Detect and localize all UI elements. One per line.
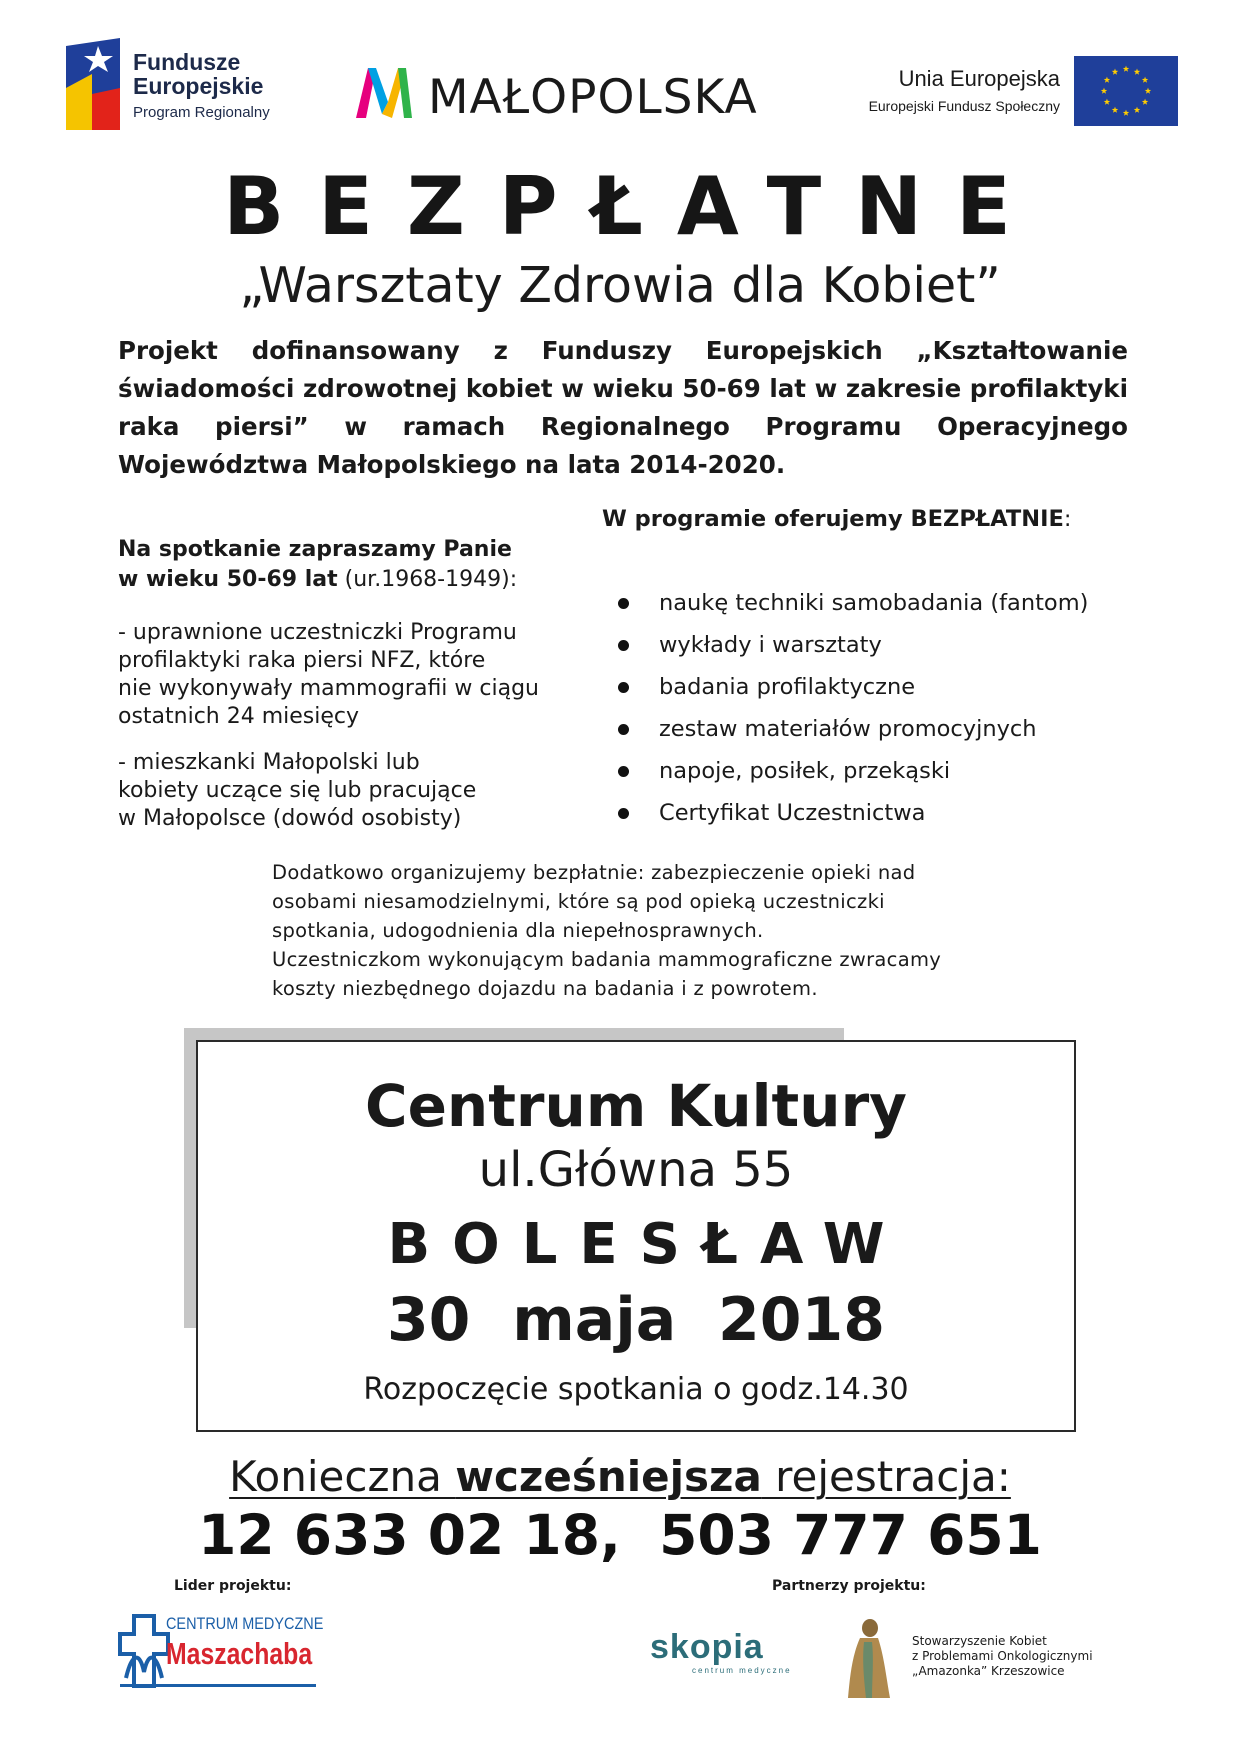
maszachaba-logo-label: CENTRUM MEDYCZNE [166,1614,324,1633]
venue-town: BOLESŁAW [387,1212,907,1277]
amazonka-figure-icon [842,1616,896,1698]
malopolska-name: MAŁOPOLSKA [428,70,758,125]
eligibility-criteria-residence: - mieszkanki Małopolski lub kobiety uczące się lub pracujące w Małopolsce (dowód osobisty) [118,750,477,831]
offer-list [618,582,1088,834]
event-start-time: Rozpoczęcie spotkania o godz.14.30 [363,1372,909,1407]
venue-box-shadow [184,1028,196,1328]
venue-name: Centrum Kultury [365,1072,907,1140]
eligibility-criteria-nfz: - uprawnione uczestniczki Programu profilaktyki raka piersi NFZ, które nie wykonywały mammografii w ciągu ostatnich 24 miesięcy [118,620,539,729]
list-item: wykłady i warsztaty [618,624,1088,666]
event-subtitle: „Warsztaty Zdrowia dla Kobiet” [239,257,1001,314]
bullet-icon [618,598,629,609]
project-description: Projekt dofinansowany z Funduszy Europejskich „Kształtowanie świadomości zdrowotnej kobiet w wieku 50-69 lat w zakresie profilaktyki raka piersi” w ramach Regionalnego Programu Operacyjnego Województwa Małopolskiego na lata 2014-2020. [118,336,1128,479]
additional-info [272,858,1032,1003]
eu-title: Unia Europejska [898,66,1060,91]
bullet-icon [618,724,629,735]
registration-notice: Konieczna wcześniejsza rejestracja: [229,1452,1011,1501]
project-leader-label: Lider projektu: [174,1578,292,1594]
maszachaba-underline [120,1684,316,1687]
eu-flag-icon [1074,56,1178,126]
additional-care-info: Dodatkowo organizujemy bezpłatnie: zabezpieczenie opieki nad osobami niesamodzielnymi, które są pod opieką uczestniczki spotkania, udogodnienia dla niepełnosprawnych. [272,861,916,942]
skopia-logo-sub: centrum medyczne [692,1666,792,1675]
fundusze-europejskie-name: Fundusze Europejskie [133,49,264,99]
medical-cross-icon [118,1612,170,1690]
bullet-icon [618,640,629,651]
amazonka-name: Stowarzyszenie Kobiet z Problemami Onkologicznymi „Amazonka” Krzeszowice [912,1634,1093,1678]
event-date: 30 maja 2018 [386,1285,886,1355]
bullet-icon [618,766,629,777]
venue-street: ul.Główna 55 [478,1142,794,1198]
maszachaba-logo-name: Maszachaba [166,1636,313,1671]
invitation-heading: Na spotkanie zapraszamy Panie w wieku 50-69 lat (ur.1968-1949): [118,537,518,592]
eu-fund-label: Europejski Fundusz Społeczny [868,98,1060,114]
bullet-icon [618,682,629,693]
invitation-section [118,535,588,833]
malopolska-logo-icon [354,62,414,122]
headline: BEZPŁATNE [223,160,1045,253]
list-item: napoje, posiłek, przekąski [618,750,1088,792]
project-partners-label: Partnerzy projektu: [772,1578,926,1594]
travel-refund-info: Uczestniczkom wykonującym badania mammograficzne zwracamy koszty niezbędnego dojazdu na badania i z powrotem. [272,948,942,1000]
venue-box-shadow [184,1028,844,1040]
list-item: badania profilaktyczne [618,666,1088,708]
fundusze-program-label: Program Regionalny [133,104,270,121]
bullet-icon [618,808,629,819]
list-item: zestaw materiałów promocyjnych [618,708,1088,750]
offer-heading: W programie oferujemy BEZPŁATNIE: [602,506,1072,532]
list-item: Certyfikat Uczestnictwa [618,792,1088,834]
skopia-logo: skopia [650,1628,764,1666]
venue-box [196,1040,1076,1432]
list-item: naukę techniki samobadania (fantom) [618,582,1088,624]
registration-phone-numbers: 12 633 02 18, 503 777 651 [198,1503,1042,1567]
